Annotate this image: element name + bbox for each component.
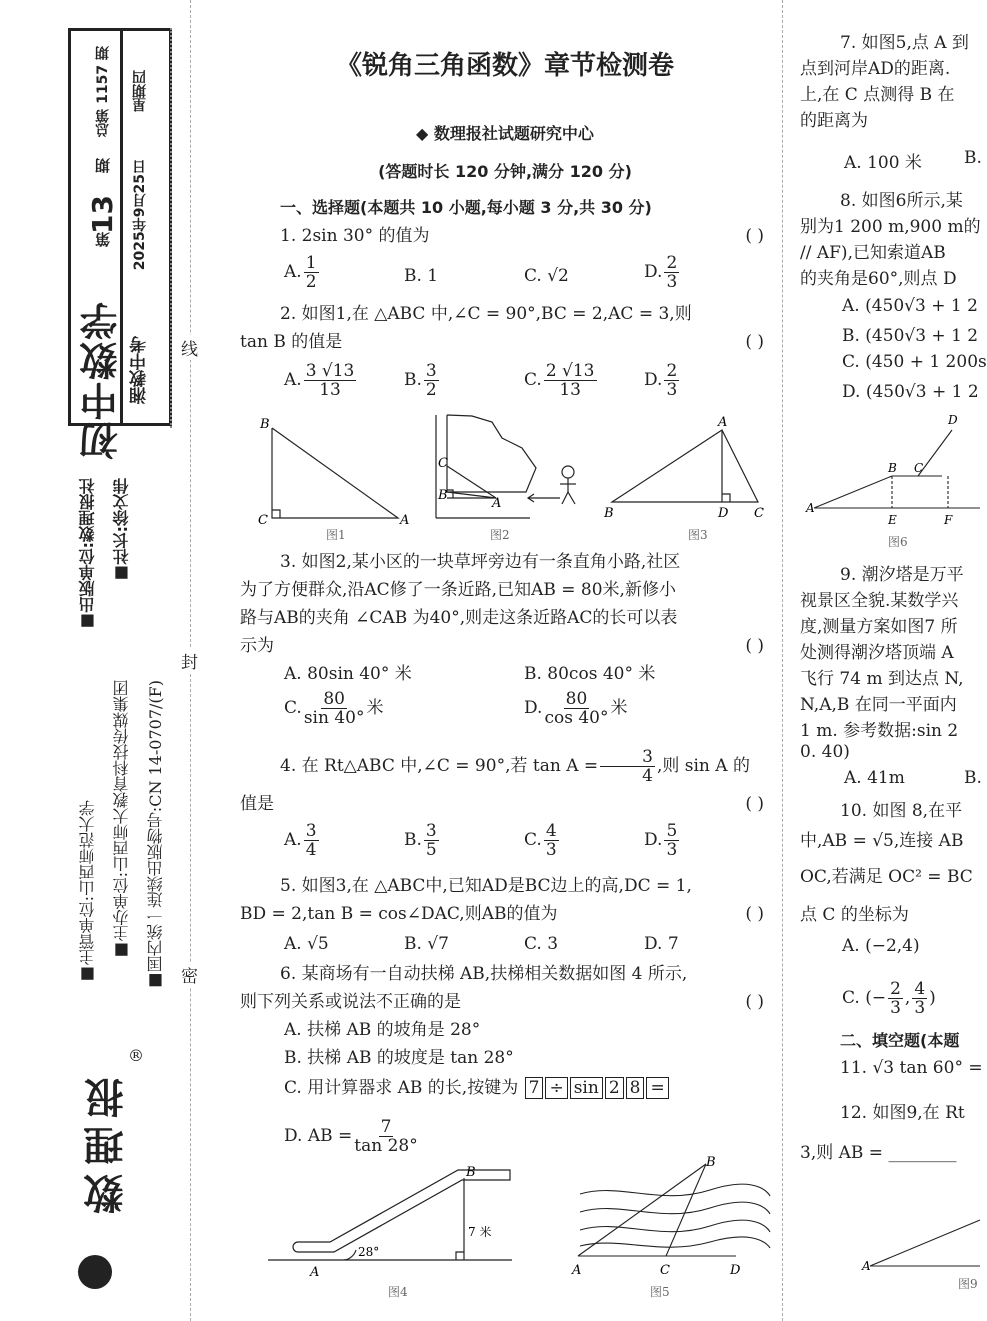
- q1-option-d: D. $\frac{2}{3}$: [644, 253, 678, 292]
- q5-line2: BD = 2,tan B = cos∠DAC,则AB的值为 ( ): [240, 904, 764, 924]
- q6-option-d: D. AB = $\frac{7}{\tan 28^\circ}$: [284, 1117, 418, 1156]
- fig6-label-d: D: [948, 413, 958, 427]
- fig6-label-a: A: [806, 501, 815, 515]
- q7-line4: 的距离为: [800, 111, 868, 131]
- publisher-supervisor: ■主管单位:山西师范大学: [78, 800, 97, 985]
- logo-wordmark: 数理报: [84, 1070, 130, 1214]
- fig3-label-c: C: [754, 506, 764, 521]
- q4-option-c: C. $\frac{4}{3}$: [524, 821, 557, 860]
- page-title: 《锐角三角函数》章节检测卷: [335, 51, 674, 81]
- fig4-caption: 图4: [388, 1285, 408, 1299]
- q1-text: 1. 2sin 30° 的值为: [280, 226, 430, 246]
- q9-option-b: B.: [964, 768, 982, 788]
- figure-5: [578, 1164, 770, 1256]
- q9-line7: 1 m. 参考数据:sin 2: [800, 721, 959, 741]
- q1-option-b: B. 1: [404, 266, 439, 286]
- q2-option-d: D. $\frac{2}{3}$: [644, 361, 678, 400]
- figure-6: [800, 410, 980, 550]
- fig3-label-a: A: [718, 415, 728, 430]
- q5-option-b: B. √7: [404, 934, 449, 954]
- right-column: [800, 0, 987, 1321]
- q5-option-d: D. 7: [644, 934, 679, 954]
- q5-line1: 5. 如图3,在 △ABC中,已知AD是BC边上的高,DC = 1,: [280, 876, 692, 896]
- fig5-caption: 图5: [650, 1285, 670, 1299]
- figure-4: [268, 1170, 512, 1260]
- fig9-label-a: A: [862, 1259, 871, 1273]
- figures-4-5: [240, 1150, 770, 1300]
- figure-9: [800, 1200, 980, 1300]
- masthead-issue-suffix: 期: [94, 158, 112, 173]
- cut-mark-secret: 密: [181, 962, 198, 987]
- q9-option-a: A. 41m: [844, 768, 905, 788]
- fig6-label-f: F: [944, 513, 953, 527]
- q12-line1: 12. 如图9,在 Rt: [840, 1103, 965, 1123]
- q1-option-a: A. $\frac{1}{2}$: [284, 253, 317, 292]
- q10-line4: 点 C 的坐标为: [800, 905, 909, 925]
- q5-option-a: A. √5: [284, 934, 329, 954]
- fig1-label-a: A: [400, 513, 410, 528]
- q5-option-c: C. 3: [524, 934, 559, 954]
- figure-2: [436, 415, 576, 518]
- q10-line1: 10. 如图 8,在平: [840, 801, 963, 821]
- q2-line2: tan B 的值是 ( ): [240, 332, 764, 352]
- q3-line1: 3. 如图2,某小区的一块草坪旁边有一条直角小路,社区: [280, 552, 681, 572]
- key-sin: sin: [570, 1077, 603, 1099]
- fig9-caption: 图9: [958, 1277, 978, 1291]
- key-divide: ÷: [545, 1077, 567, 1099]
- column-divider: [782, 0, 783, 1321]
- fig6-label-e: E: [888, 513, 897, 527]
- q8-option-c: C. (450 + 1 200s: [842, 352, 987, 372]
- q8-option-b: B. (450√3 + 1 2: [842, 326, 979, 346]
- fig2-label-b: B: [438, 488, 448, 503]
- main-column: [240, 0, 770, 1321]
- q7-option-b: B.: [964, 148, 982, 168]
- figure-1: [272, 428, 398, 518]
- q8-option-d: D. (450√3 + 1 2: [842, 382, 979, 402]
- q12-line2: 3,则 AB = ________: [800, 1143, 957, 1163]
- q9-line5: 飞行 74 m 到达点 N,: [800, 669, 964, 689]
- q9-line2: 视景区全貌.某数学兴: [800, 591, 959, 611]
- q8-option-a: A. (450√3 + 1 2: [842, 296, 978, 316]
- q3-option-a: A. 80sin 40° 米: [284, 664, 412, 684]
- masthead-title: 初中数学: [80, 300, 124, 460]
- q3-line4: 示为 ( ): [240, 636, 764, 656]
- q3-line2: 为了方便群众,沿AC修了一条近路,已知AB = 80米,新修小: [240, 580, 676, 600]
- fig5-label-a: A: [572, 1263, 582, 1278]
- logo-emblem-icon: [78, 1255, 112, 1289]
- q9-line4: 处测得潮汐塔顶端 A: [800, 643, 954, 663]
- fig4-label-a: A: [310, 1265, 320, 1280]
- q3-option-b: B. 80cos 40° 米: [524, 664, 656, 684]
- q10-line3: OC,若满足 OC² = BC: [800, 867, 973, 887]
- header-info: (答题时长 120 分钟,满分 120 分): [378, 162, 632, 181]
- q3-option-d: D. $\frac{80}{\cos 40^\circ}$ 米: [524, 689, 628, 728]
- cut-mark-seal: 封: [181, 648, 198, 673]
- publisher-cn-number: ■国内统一连续出版物号:CN 14-0707/(F): [146, 680, 165, 992]
- key-8: 8: [626, 1077, 645, 1099]
- q2-option-c: C. $\frac{2 √13}{13}$: [524, 361, 595, 400]
- masthead-total: 总第 1157 期: [95, 46, 111, 137]
- q9-line8: 0. 40): [800, 742, 850, 762]
- q3-option-c: C. $\frac{80}{\sin 40^\circ}$ 米: [284, 689, 384, 728]
- fig1-caption: 图1: [326, 528, 346, 542]
- fig2-caption: 图2: [490, 528, 510, 542]
- q6-option-b: B. 扶梯 AB 的坡度是 tan 28°: [284, 1048, 514, 1068]
- q1-stem: [240, 222, 770, 250]
- fig5-label-d: D: [730, 1263, 741, 1278]
- cut-mark-line: 线: [181, 335, 198, 360]
- q7-line1: 7. 如图5,点 A 到: [840, 33, 969, 53]
- q4-line2: 值是 ( ): [240, 794, 764, 814]
- q2-option-a: A. $\frac{3 √13}{13}$: [284, 361, 355, 400]
- q11-line: 11. √3 tan 60° =: [840, 1058, 983, 1078]
- fig6-caption: 图6: [888, 535, 908, 549]
- masthead-edition: 湘教中考: [130, 336, 150, 404]
- q10-option-c: C. (− $\frac{2}{3}$ , $\frac{4}{3}$ ): [842, 979, 936, 1018]
- q4-option-d: D. $\frac{5}{3}$: [644, 821, 678, 860]
- fig4-height-label: 7 米: [468, 1225, 492, 1239]
- q2-line1: 2. 如图1,在 △ABC 中,∠C = 90°,BC = 2,AC = 3,则: [280, 304, 692, 324]
- header-org: ◆ 数理报社试题研究中心: [416, 124, 594, 143]
- q6-option-c: C. 用计算器求 AB 的长,按键为 7 ÷ sin 2 8 =: [284, 1074, 670, 1102]
- q10-option-a: A. (−2,4): [842, 936, 920, 956]
- publisher-unit: ■出版单位:数理报社: [78, 478, 97, 632]
- q6-line1: 6. 某商场有一自动扶梯 AB,扶梯相关数据如图 4 所示,: [280, 964, 688, 984]
- figures-1-3: [240, 410, 770, 545]
- q9-line1: 9. 潮汐塔是万平: [840, 565, 964, 585]
- fig4-label-b: B: [466, 1165, 476, 1180]
- q9-line6: N,A,B 在同一平面内: [800, 695, 957, 715]
- q8-line4: 的夹角是60°,则点 D: [800, 269, 957, 289]
- masthead-issue-prefix: 第: [94, 232, 112, 247]
- masthead-date: 2025年9月25日: [132, 160, 148, 271]
- fig5-label-b: B: [706, 1155, 716, 1170]
- fig2-label-a: A: [492, 496, 502, 511]
- masthead-dotted-rule: [170, 28, 172, 428]
- q1-answer-blank: ( ): [745, 226, 764, 246]
- masthead-issue-number: 13: [86, 195, 119, 234]
- q8-line2: 别为1 200 m,900 m的: [800, 217, 981, 237]
- fig2-label-c: C: [438, 456, 448, 471]
- q8-line3: // AF),已知索道AB: [800, 243, 946, 263]
- q6-option-a: A. 扶梯 AB 的坡角是 28°: [284, 1020, 481, 1040]
- section-heading: 一、选择题(本题共 10 小题,每小题 3 分,共 30 分): [280, 198, 652, 217]
- q8-line1: 8. 如图6所示,某: [840, 191, 963, 211]
- q9-line3: 度,测量方案如图7 所: [800, 617, 958, 637]
- fig3-label-d: D: [718, 506, 729, 521]
- registered-mark-icon: ®: [128, 1046, 144, 1065]
- fig1-label-c: C: [258, 513, 268, 528]
- section2-heading: 二、填空题(本题: [840, 1031, 960, 1050]
- publisher-director: ■社长:徐文伟: [112, 478, 131, 584]
- fig3-label-b: B: [604, 506, 614, 521]
- key-equals: =: [646, 1077, 668, 1099]
- masthead-weekday: 星期四: [132, 70, 148, 112]
- q7-option-a: A. 100 米: [844, 153, 922, 173]
- fig6-label-c: C: [914, 461, 924, 475]
- publisher-sponsor: ■主办单位:山西师大教育科技传媒集团: [112, 680, 131, 961]
- fig1-label-b: B: [260, 417, 270, 432]
- q2-option-b: B. $\frac{3}{2}$: [404, 361, 437, 400]
- key-7: 7: [525, 1077, 544, 1099]
- q1-option-c: C. √2: [524, 266, 569, 286]
- fig5-label-c: C: [660, 1263, 670, 1278]
- q4-option-a: A. $\frac{3}{4}$: [284, 821, 317, 860]
- fig6-label-b: B: [888, 461, 897, 475]
- q4-option-b: B. $\frac{3}{5}$: [404, 821, 437, 860]
- key-2: 2: [605, 1077, 624, 1099]
- q3-line3: 路与AB的夹角 ∠CAB 为40°,则走这条近路AC的长可以表: [240, 608, 678, 628]
- q7-line3: 上,在 C 点测得 B 在: [800, 85, 955, 105]
- q7-line2: 点到河岸AD的距离.: [800, 59, 951, 79]
- fig4-angle-label: 28°: [358, 1245, 380, 1259]
- figure-3: [612, 430, 758, 502]
- q10-line2: 中,AB = √5,连接 AB: [800, 831, 964, 851]
- q4-line1: 4. 在 Rt△ABC 中,∠C = 90°,若 tan A = $\frac{3}{4}$ ,则 sin A 的: [280, 747, 750, 786]
- q6-line2: 则下列关系或说法不正确的是 ( ): [240, 992, 764, 1012]
- fig3-caption: 图3: [688, 528, 708, 542]
